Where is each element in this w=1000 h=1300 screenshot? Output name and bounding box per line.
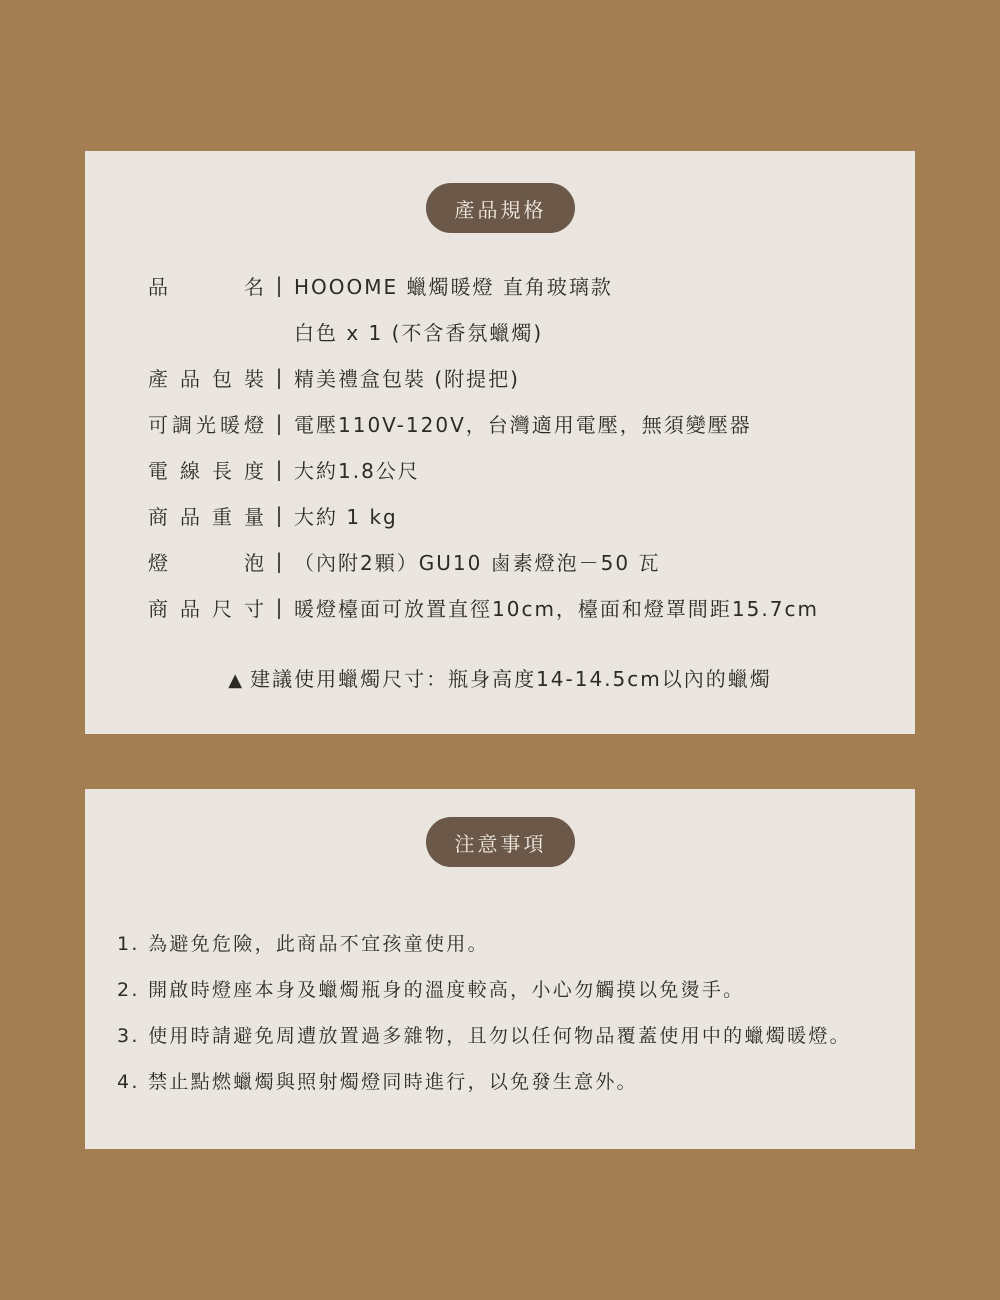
spec-value: 電壓110V-120V，台灣適用電壓，無須變壓器 bbox=[294, 412, 752, 437]
spec-label: 品 名 bbox=[148, 274, 264, 299]
spec-value: 大約1.8公尺 bbox=[294, 458, 420, 483]
separator: | bbox=[275, 365, 283, 389]
spec-label: 商 品 尺 寸 bbox=[148, 596, 264, 621]
spec-row-size bbox=[148, 592, 819, 622]
spec-row-name-cont bbox=[148, 316, 543, 346]
spec-label: 可 調 光 暖 燈 bbox=[148, 412, 264, 437]
spec-label: 商 品 重 量 bbox=[148, 504, 264, 529]
notice-panel bbox=[85, 789, 915, 1149]
spec-value: 大約 1 kg bbox=[294, 504, 398, 529]
separator: | bbox=[275, 595, 283, 619]
spec-label: 產 品 包 裝 bbox=[148, 366, 264, 391]
spec-panel bbox=[85, 151, 915, 734]
separator: | bbox=[275, 411, 283, 435]
candle-size-note-text: 建議使用蠟燭尺寸：瓶身高度14-14.5cm以內的蠟燭 bbox=[250, 667, 772, 691]
spec-label: 燈 泡 bbox=[148, 550, 264, 575]
triangle-icon: ▲ bbox=[228, 670, 245, 691]
separator: | bbox=[275, 549, 283, 573]
spec-row-name bbox=[148, 270, 613, 300]
spec-value: 白色 x 1 (不含香氛蠟燭) bbox=[294, 320, 544, 345]
spec-title: 產品規格 bbox=[426, 183, 575, 233]
spec-row-cord-length bbox=[148, 454, 420, 484]
spec-row-weight bbox=[148, 500, 398, 530]
separator: | bbox=[275, 503, 283, 527]
spec-value: 暖燈檯面可放置直徑10cm，檯面和燈罩間距15.7cm bbox=[294, 596, 819, 621]
spec-row-dimmable-lamp bbox=[148, 408, 752, 438]
notice-item: 4. 禁止點燃蠟燭與照射燭燈同時進行，以免發生意外。 bbox=[117, 1071, 638, 1093]
notice-item: 2. 開啟時燈座本身及蠟燭瓶身的溫度較高，小心勿觸摸以免燙手。 bbox=[117, 979, 745, 1001]
candle-size-note bbox=[85, 663, 915, 692]
spec-row-bulb bbox=[148, 546, 660, 576]
spec-row-packaging bbox=[148, 362, 520, 392]
spec-value: （內附2顆）GU10 鹵素燈泡－50 瓦 bbox=[294, 550, 661, 575]
spec-value: HOOOME 蠟燭暖燈 直角玻璃款 bbox=[294, 274, 613, 299]
notice-item: 3. 使用時請避免周遭放置過多雜物，且勿以任何物品覆蓋使用中的蠟燭暖燈。 bbox=[117, 1025, 851, 1047]
notice-title: 注意事項 bbox=[426, 817, 575, 867]
separator: | bbox=[275, 273, 283, 297]
spec-value: 精美禮盒包裝 (附提把) bbox=[294, 366, 520, 391]
notice-item: 1. 為避免危險，此商品不宜孩童使用。 bbox=[117, 933, 489, 955]
spec-label: 電 線 長 度 bbox=[148, 458, 264, 483]
separator: | bbox=[275, 457, 283, 481]
